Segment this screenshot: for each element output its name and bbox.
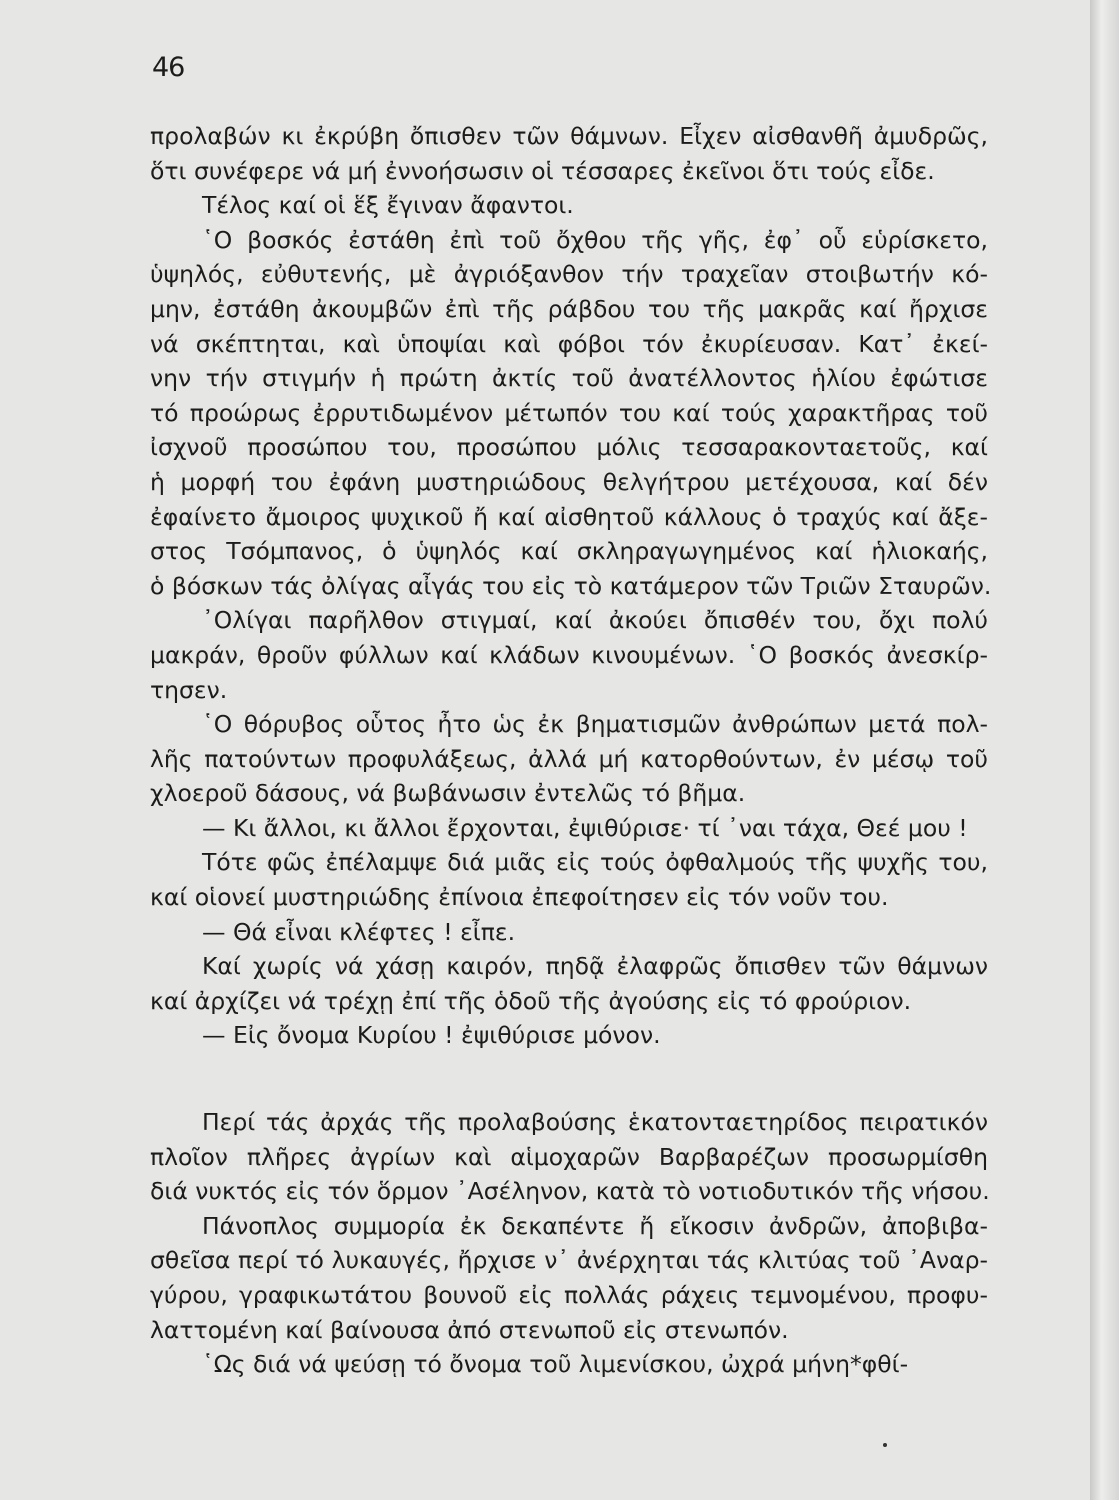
text-line: καί οἱονεί μυστηριώδης ἐπίνοια ἐπεφοίτησεν εἰς τόν νοῦν του. bbox=[150, 883, 889, 912]
ink-speck bbox=[883, 1443, 887, 1447]
text-line: Τέλος καί οἱ ἕξ ἔγιναν ἄφαντοι. bbox=[202, 191, 574, 220]
text-line: Πάνοπλος συμμορία ἐκ δεκαπέντε ἤ εἴκοσιν ἀνδρῶν, ἀποβιβα- bbox=[202, 1211, 988, 1240]
text-line: ᾽Ολίγαι παρῆλθον στιγμαί, καί ἀκούει ὄπισθέν του, ὄχι πολύ bbox=[202, 606, 988, 635]
text-line: ὁ βόσκων τάς ὀλίγας αἶγάς του εἰς τὸ κατάμερον τῶν Τριῶν Σταυρῶν. bbox=[150, 571, 992, 600]
text-line: μην, ἐστάθη ἀκουμβῶν ἐπὶ τῆς ράβδου του τῆς μακρᾶς καί ἤρχισε bbox=[150, 294, 988, 323]
text-line: ὑψηλός, εὐθυτενής, μὲ ἀγριόξανθον τήν τραχεῖαν στοιβωτήν κό- bbox=[150, 260, 988, 289]
text-line: ὅτι συνέφερε νά μή ἐννοήσωσιν οἱ τέσσαρες ἐκεῖνοι ὅτι τούς εἶδε. bbox=[150, 156, 935, 185]
body-text bbox=[150, 119, 992, 1382]
text-line: γύρου, γραφικωτάτου βουνοῦ εἰς πολλάς ράχεις τεμνομένου, προφυ- bbox=[150, 1281, 988, 1309]
text-line: προλαβών κι ἐκρύβη ὄπισθεν τῶν θάμνων. Εἶχεν αἰσθανθῆ ἀμυδρῶς, bbox=[150, 122, 988, 150]
text-line: μακράν, θροῦν φύλλων καί κλάδων κινουμένων. ῾Ο βοσκός ἀνεσκίρ- bbox=[150, 640, 988, 669]
text-line: τό προώρως ἐρρυτιδωμένον μέτωπόν του καί τούς χαρακτῆρας τοῦ bbox=[150, 398, 988, 427]
text-line: ῾Ως διά νά ψεύσῃ τό ὄνομα τοῦ λιμενίσκου, ὠχρά μήνη*φθί- bbox=[202, 1350, 909, 1379]
text-line: στος Τσόμπανος, ὁ ὑψηλός καί σκληραγωγημένος καί ἡλιοκαής, bbox=[150, 537, 988, 566]
text-line: σθεῖσα περί τό λυκαυγές, ἤρχισε ν᾽ ἀνέρχηται τάς κλιτύας τοῦ ᾽Αναρ- bbox=[150, 1246, 988, 1275]
text-line: καί ἀρχίζει νά τρέχῃ ἐπί τῆς ὁδοῦ τῆς ἀγούσης εἰς τό φρούριον. bbox=[150, 986, 912, 1015]
text-line: λῆς πατούντων προφυλάξεως, ἀλλά μή κατορθούντων, ἐν μέσῳ τοῦ bbox=[150, 744, 988, 773]
page-number: 46 bbox=[152, 52, 185, 83]
text-line: Τότε φῶς ἐπέλαμψε διά μιᾶς εἰς τούς ὀφθαλμούς τῆς ψυχῆς του, bbox=[202, 848, 988, 877]
text-line: ἐφαίνετο ἄμοιρος ψυχικοῦ ἤ καί αἰσθητοῦ κάλλους ὁ τραχύς καί ἄξε- bbox=[150, 502, 988, 531]
text-line: χλοεροῦ δάσους, νά βωβάνωσιν ἐντελῶς τό βῆμα. bbox=[150, 779, 746, 808]
text-line: διά νυκτός εἰς τόν ὅρμον ᾽Ασέληνον, κατὰ τὸ νοτιοδυτικόν τῆς νήσου. bbox=[150, 1177, 990, 1206]
text-line: ἡ μορφή του ἐφάνη μυστηριώδους θελγήτρου μετέχουσα, καί δέν bbox=[150, 467, 988, 496]
text-line: τησεν. bbox=[150, 675, 228, 704]
text-line: — Θά εἶναι κλέφτες ! εἶπε. bbox=[202, 917, 516, 946]
text-line: Περί τάς ἀρχάς τῆς προλαβούσης ἑκατονταετηρίδος πειρατικόν bbox=[202, 1108, 988, 1137]
text-line: — Κι ἄλλοι, κι ἄλλοι ἔρχονται, ἐψιθύρισε· τί ᾽ναι τάχα, Θεέ μου ! bbox=[202, 813, 968, 842]
text-line: νά σκέπτηται, καὶ ὑποψίαι καὶ φόβοι τόν ἐκυρίευσαν. Κατ᾽ ἐκεί- bbox=[150, 329, 988, 358]
book-spine bbox=[1090, 0, 1119, 1500]
text-line: — Εἰς ὄνομα Κυρίου ! ἐψιθύρισε μόνον. bbox=[202, 1021, 661, 1050]
text-line: νην τήν στιγμήν ἡ πρώτη ἀκτίς τοῦ ἀνατέλλοντος ἡλίου ἐφώτισε bbox=[150, 364, 988, 393]
text-line: ἰσχνοῦ προσώπου του, προσώπου μόλις τεσσαρακονταετοῦς, καί bbox=[150, 433, 988, 462]
text-line: Καί χωρίς νά χάσῃ καιρόν, πηδᾷ ἐλαφρῶς ὄπισθεν τῶν θάμνων bbox=[202, 952, 988, 981]
text-line: ῾Ο θόρυβος οὗτος ἦτο ὡς ἐκ βηματισμῶν ἀνθρώπων μετά πολ- bbox=[202, 710, 988, 739]
section-break bbox=[150, 1053, 988, 1105]
text-line: λαττομένη καί βαίνουσα ἀπό στενωποῦ εἰς στενωπόν. bbox=[150, 1315, 789, 1344]
text-line: ῾Ο βοσκός ἐστάθη ἐπὶ τοῦ ὄχθου τῆς γῆς, ἐφ᾽ οὗ εὑρίσκετο, bbox=[202, 225, 988, 254]
text-line: πλοῖον πλῆρες ἀγρίων καὶ αἱμοχαρῶν Βαρβαρέζων προσωρμίσθη bbox=[150, 1142, 988, 1171]
